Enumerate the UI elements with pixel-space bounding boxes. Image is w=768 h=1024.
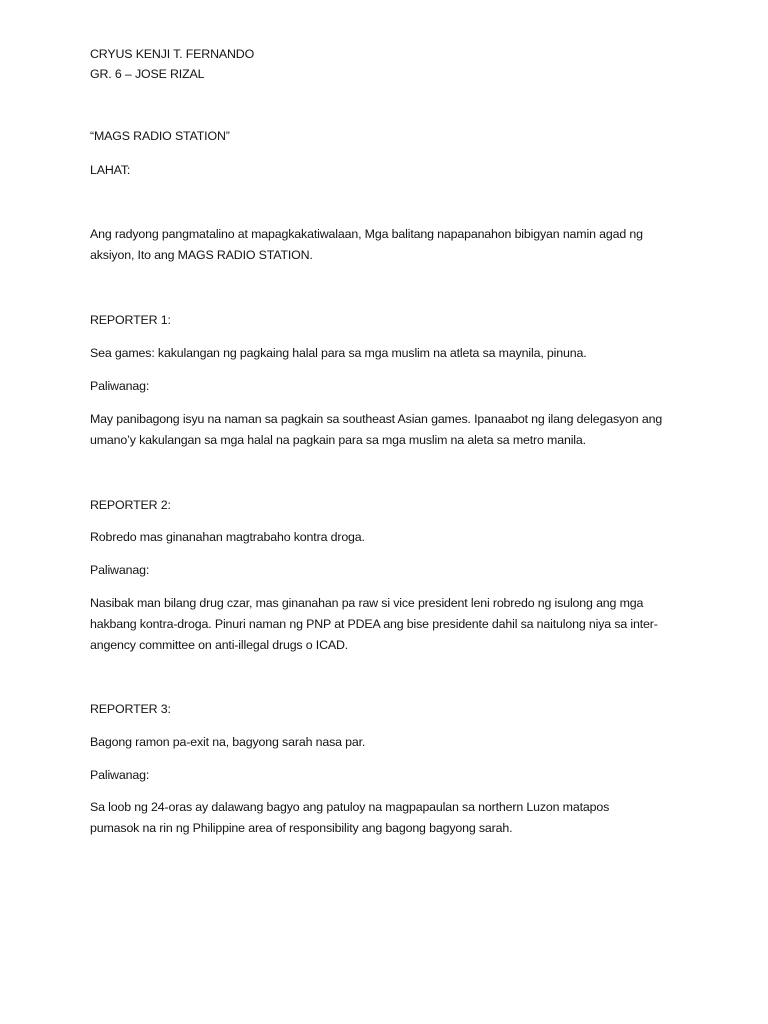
reporter-label: REPORTER 2: [90,498,171,512]
explanation-line: Nasibak man bilang drug czar, mas ginanahan pa raw si vice president leni robredo ng isulong ang mga [90,596,644,610]
intro-line: aksiyon, Ito ang MAGS RADIO STATION. [90,248,313,262]
explanation-line: hakbang kontra-droga. Pinuri naman ng PNP at PDEA ang bise presidente dahil sa naitulong niya sa inter- [90,617,658,631]
report-headline: Bagong ramon pa-exit na, bagyong sarah nasa par. [90,735,366,749]
explanation-line: umano’y kakulangan sa mga halal na pagkain para sa mga muslim na aleta sa metro manila. [90,433,586,447]
explanation-line: angency committee on anti-illegal drugs o ICAD. [90,638,349,652]
explanation-line: May panibagong isyu na naman sa pagkain sa southeast Asian games. Ipanaabot ng ilang delegasyon ang [90,412,663,426]
report-headline: Sea games: kakulangan ng pagkaing halal para sa mga muslim na atleta sa maynila, pinuna. [90,346,587,360]
reporter-label: REPORTER 1: [90,313,171,327]
author-name: CRYUS KENJI T. FERNANDO [90,47,255,61]
document-title: “MAGS RADIO STATION” [90,129,230,143]
explanation-line: pumasok na rin ng Philippine area of responsibility ang bagong bagyong sarah. [90,821,513,835]
intro-speaker: LAHAT: [90,163,131,177]
explanation-label: Paliwanag: [90,563,150,577]
grade-section: GR. 6 – JOSE RIZAL [90,67,205,81]
explanation-label: Paliwanag: [90,379,150,393]
reporter-label: REPORTER 3: [90,702,171,716]
report-headline: Robredo mas ginanahan magtrabaho kontra droga. [90,530,365,544]
intro-line: Ang radyong pangmatalino at mapagkakatiwalaan, Mga balitang napapanahon bibigyan namin agad ng [90,227,643,241]
explanation-line: Sa loob ng 24-oras ay dalawang bagyo ang patuloy na magpapaulan sa northern Luzon matapos [90,800,610,814]
explanation-label: Paliwanag: [90,768,150,782]
